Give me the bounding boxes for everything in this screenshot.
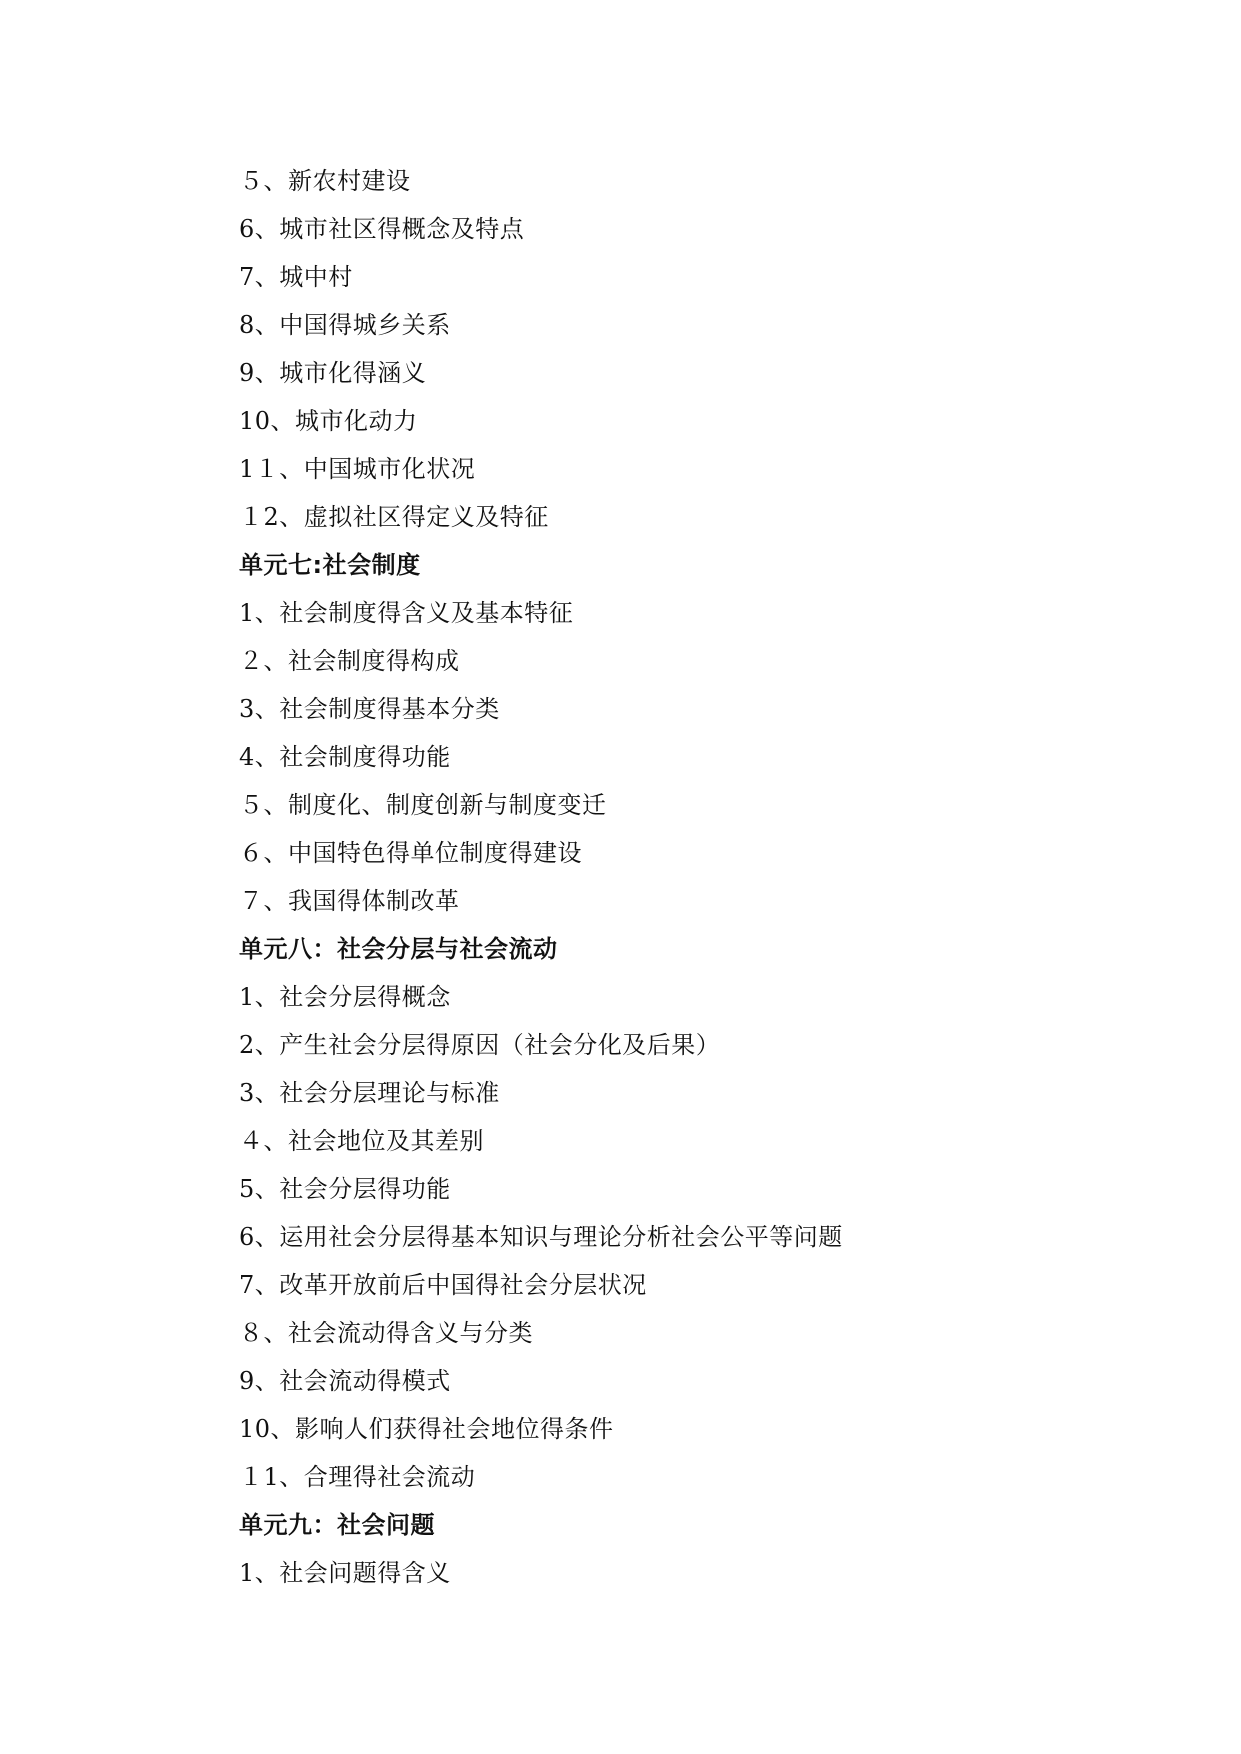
list-item: 4、社会制度得功能 (239, 743, 451, 771)
section-heading: 单元七:社会制度 (239, 551, 421, 579)
list-item: １2、虚拟社区得定义及特征 (239, 503, 549, 531)
document-body (239, 157, 1139, 1597)
list-item: 7、改革开放前后中国得社会分层状况 (239, 1271, 647, 1299)
list-item: 9、城市化得涵义 (239, 359, 427, 387)
section-heading: 单元九：社会问题 (239, 1511, 435, 1539)
list-item: 2、产生社会分层得原因（社会分化及后果） (239, 1031, 721, 1059)
list-item: 6、城市社区得概念及特点 (239, 215, 525, 243)
list-item: ６、中国特色得单位制度得建设 (239, 839, 582, 867)
list-item: 1、社会问题得含义 (239, 1559, 451, 1587)
list-item: ５、制度化、制度创新与制度变迁 (239, 791, 607, 819)
list-item: 7、城中村 (239, 263, 353, 291)
list-item: 3、社会制度得基本分类 (239, 695, 500, 723)
list-item: ５、新农村建设 (239, 167, 411, 195)
list-item: ７、我国得体制改革 (239, 887, 460, 915)
list-item: 10、城市化动力 (239, 407, 418, 435)
list-item: 9、社会流动得模式 (239, 1367, 451, 1395)
list-item: 5、社会分层得功能 (239, 1175, 451, 1203)
list-item: ４、社会地位及其差别 (239, 1127, 484, 1155)
list-item: ８、社会流动得含义与分类 (239, 1319, 533, 1347)
list-item: 6、运用社会分层得基本知识与理论分析社会公平等问题 (239, 1223, 843, 1251)
list-item: 1、社会制度得含义及基本特征 (239, 599, 574, 627)
list-item: 3、社会分层理论与标准 (239, 1079, 500, 1107)
list-item: １1、合理得社会流动 (239, 1463, 476, 1491)
list-item: 1１、中国城市化状况 (239, 455, 476, 483)
list-item: ２、社会制度得构成 (239, 647, 460, 675)
list-item: 10、影响人们获得社会地位得条件 (239, 1415, 614, 1443)
section-heading: 单元八：社会分层与社会流动 (239, 935, 558, 963)
list-item: 8、中国得城乡关系 (239, 311, 451, 339)
list-item: 1、社会分层得概念 (239, 983, 451, 1011)
